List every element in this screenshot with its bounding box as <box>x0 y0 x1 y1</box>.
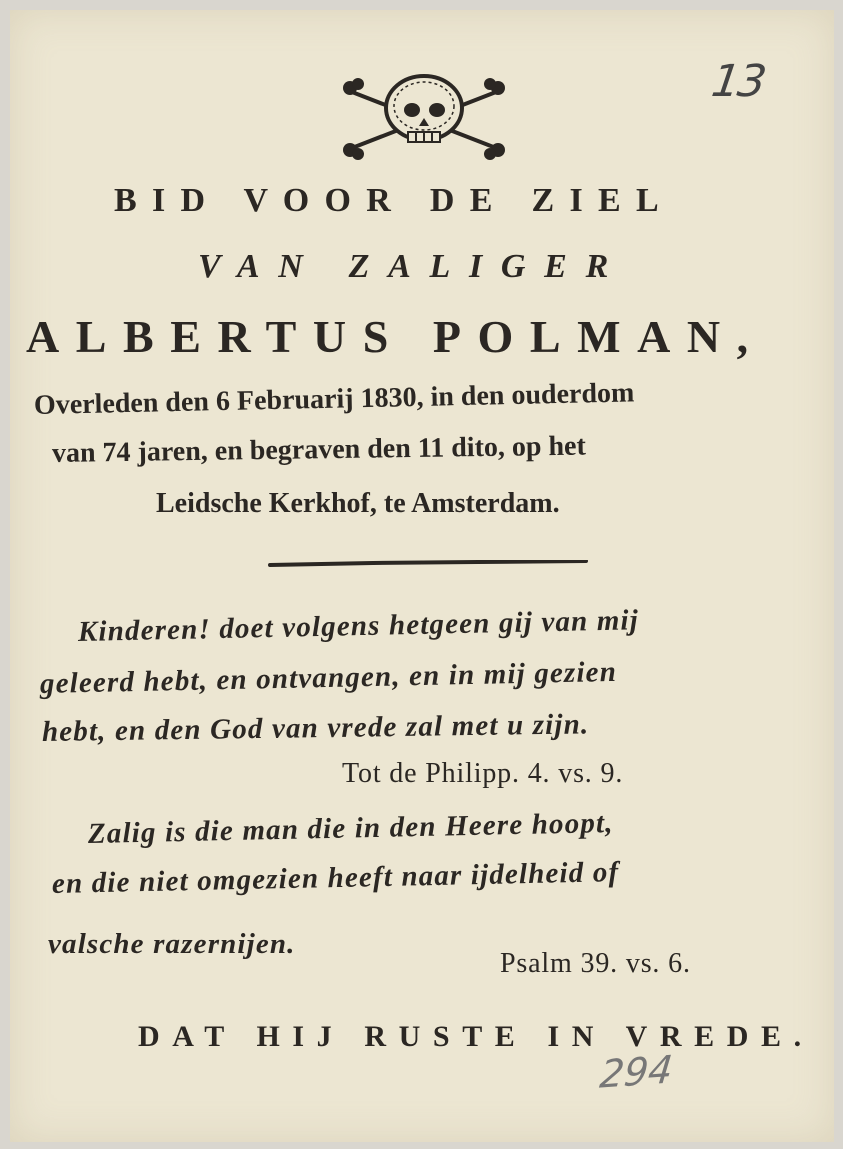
divider-rule <box>268 560 588 567</box>
closing-line: DAT HIJ RUSTE IN VREDE. <box>138 1020 814 1053</box>
verse-2-line-2: en die niet omgezien heeft naar ijdelheid of <box>51 856 620 900</box>
verse-2-reference: Psalm 39. vs. 6. <box>500 948 691 979</box>
heading-line-1: BID VOOR DE ZIEL <box>114 182 674 219</box>
handwritten-number: 13 <box>708 56 768 107</box>
verse-1-line-3: hebt, en den God van vrede zal met u zijn. <box>41 708 590 748</box>
pencil-number: 294 <box>597 1047 675 1097</box>
verse-2-line-1: Zalig is die man die in den Heere hoopt, <box>87 806 614 850</box>
details-line-2: van 74 jaren, en begraven den 11 dito, op het <box>51 430 587 469</box>
verse-1-reference: Tot de Philipp. 4. vs. 9. <box>342 758 624 789</box>
verse-2-line-3: valsche razernijen. <box>48 928 296 960</box>
memorial-card <box>10 10 834 1142</box>
skull-and-crossbones-icon <box>338 70 510 160</box>
verse-1-line-2: geleerd hebt, en ontvangen, en in mij gezien <box>39 655 618 700</box>
details-line-3: Leidsche Kerkhof, te Amsterdam. <box>156 488 560 519</box>
verse-1-line-1: Kinderen! doet volgens hetgeen gij van mij <box>77 604 640 648</box>
deceased-name: ALBERTUS POLMAN, <box>26 311 765 362</box>
heading-line-2: VAN ZALIGER <box>198 248 627 285</box>
details-line-1: Overleden den 6 Februarij 1830, in den ouderdom <box>33 377 635 421</box>
